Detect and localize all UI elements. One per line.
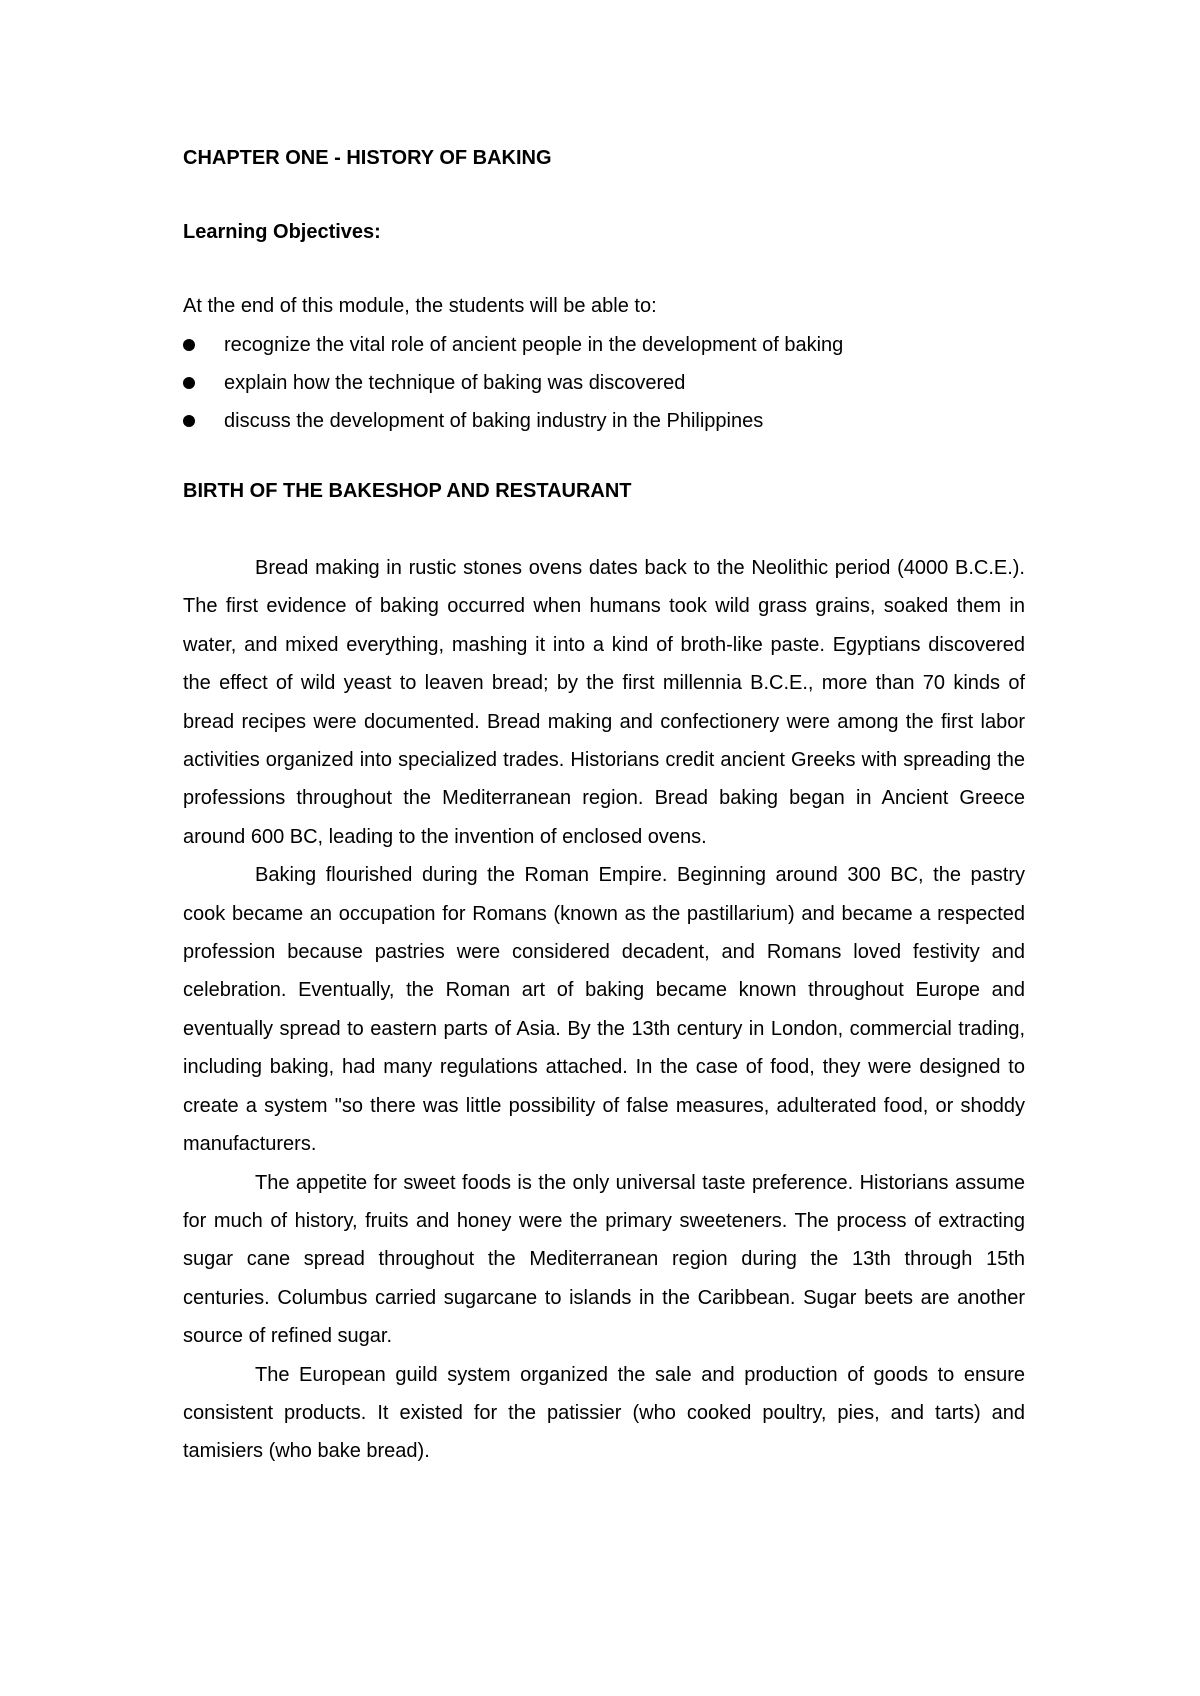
bullet-icon [183,377,195,389]
objective-item [183,332,1025,358]
bullet-icon [183,339,195,351]
document-page [183,145,1025,1471]
objective-text: recognize the vital role of ancient people in the development of baking [224,334,844,356]
learning-objectives-heading: Learning Objectives: [183,221,381,243]
section-heading: BIRTH OF THE BAKESHOP AND RESTAURANT [183,480,632,502]
bullet-icon [183,415,195,427]
body-text [183,549,1025,1471]
paragraph: The European guild system organized the sale and production of goods to ensure consistent products. It existed for the patissier (who cooked poultry, pies, and tarts) and tamisiers (who bake bread). [183,1363,1025,1463]
objective-item [183,408,1025,434]
objectives-list [183,332,1025,434]
objective-item [183,370,1025,396]
chapter-title: CHAPTER ONE - HISTORY OF BAKING [183,147,552,169]
paragraph: Baking flourished during the Roman Empire. Beginning around 300 BC, the pastry cook became an occupation for Romans (known as the pastillarium) and became a respected profession because pastries were considered decadent, and Romans loved festivity and celebration. Eventually, the Roman art of baking became known throughout Europe and eventually spread to eastern parts of Asia. By the 13th century in London, commercial trading, including baking, had many regulations attached. In the case of food, they were designed to create a system "so there was little possibility of false measures, adulterated food, or shoddy manufacturers. [183,864,1025,1156]
objective-text: discuss the development of baking industry in the Philippines [224,410,764,432]
objectives-intro: At the end of this module, the students will be able to: [183,295,657,317]
paragraph: Bread making in rustic stones ovens dates back to the Neolithic period (4000 B.C.E.). The first evidence of baking occurred when humans took wild grass grains, soaked them in water, and mixed everything, mashing it into a kind of broth-like paste. Egyptians discovered the effect of wild yeast to leaven bread; by the first millennia B.C.E., more than 70 kinds of bread recipes were documented. Bread making and confectionery were among the first labor activities organized into specialized trades. Historians credit ancient Greeks with spreading the professions throughout the Mediterranean region. Bread baking began in Ancient Greece around 600 BC, leading to the invention of enclosed ovens. [183,557,1025,848]
paragraph: The appetite for sweet foods is the only universal taste preference. Historians assume for much of history, fruits and honey were the primary sweeteners. The process of extracting sugar cane spread throughout the Mediterranean region during the 13th through 15th centuries. Columbus carried sugarcane to islands in the Caribbean. Sugar beets are another source of refined sugar. [183,1171,1025,1348]
objective-text: explain how the technique of baking was discovered [224,372,686,394]
